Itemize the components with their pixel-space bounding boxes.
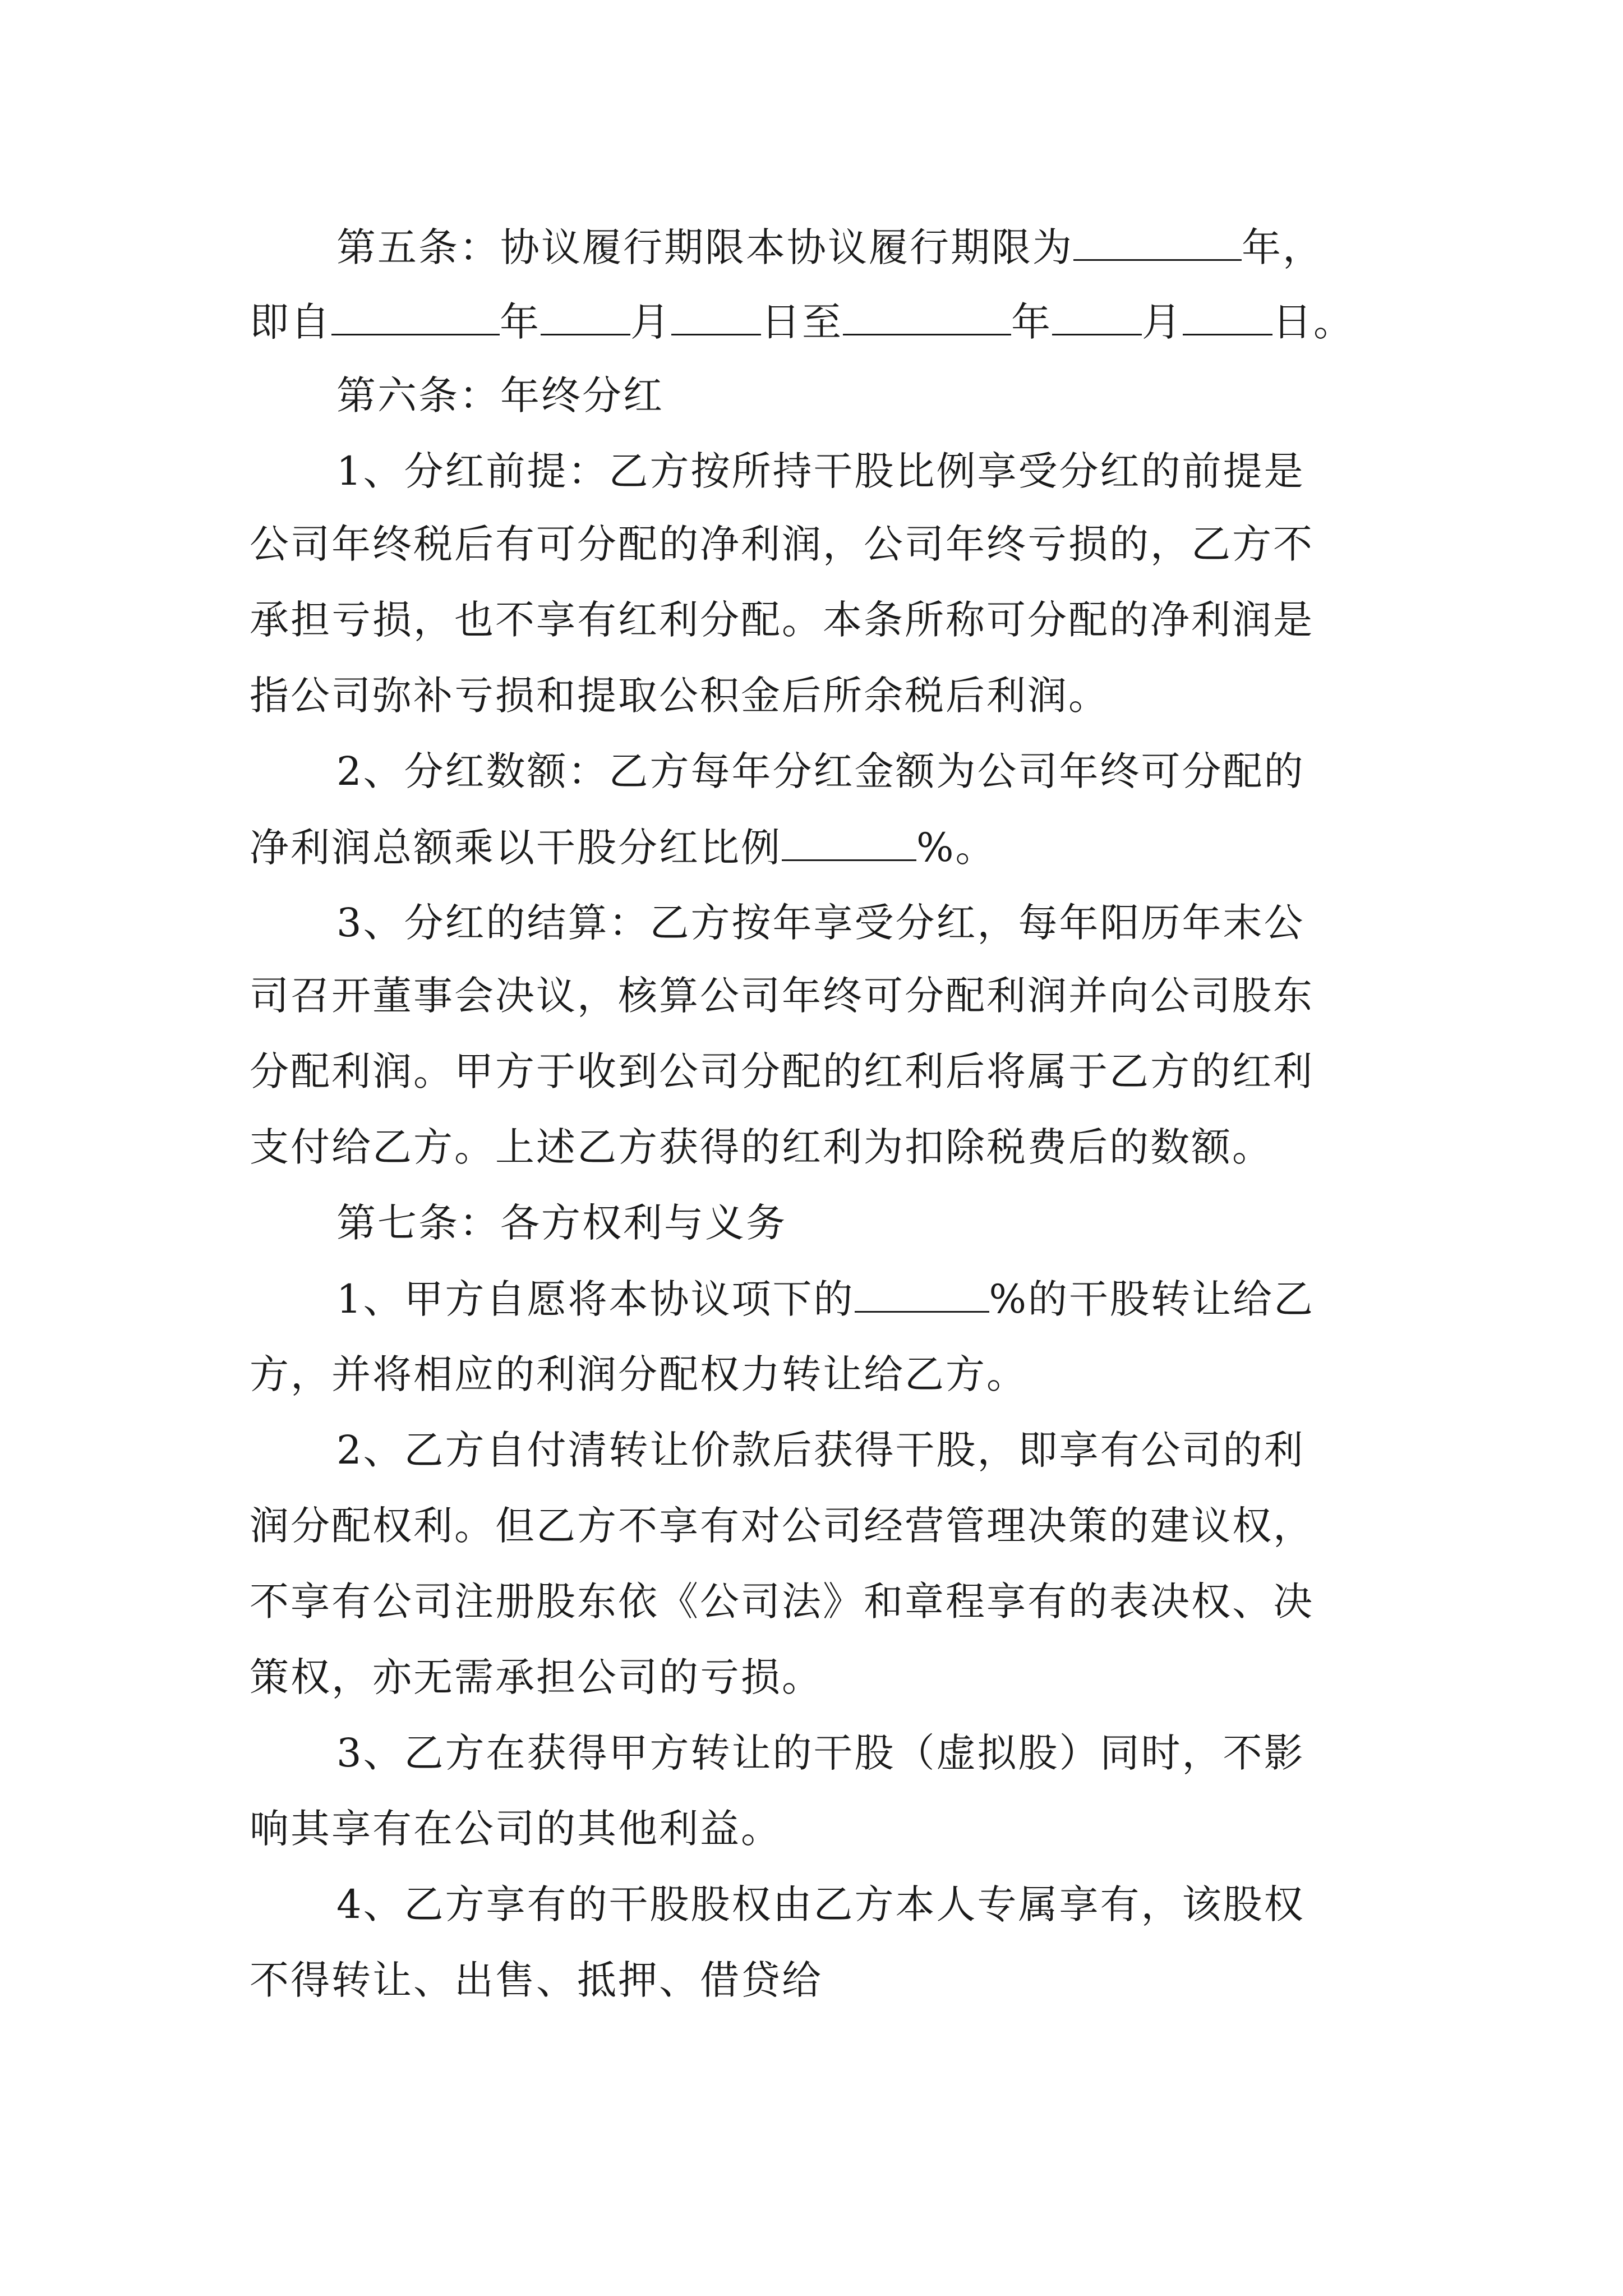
blank-field <box>843 293 1011 335</box>
text-run: 即自 <box>250 299 331 345</box>
blank-field <box>1183 293 1272 335</box>
paragraph-line: 2、分红数额：乙方每年分红金额为公司年终可分配的 <box>336 748 1305 794</box>
text-run: 年 <box>1011 299 1052 345</box>
paragraph-line: 3、乙方在获得甲方转让的干股（虚拟股）同时，不影 <box>336 1730 1305 1776</box>
clause-6-heading: 第六条：年终分红 <box>336 372 664 418</box>
blank-field <box>541 293 630 335</box>
paragraph-line: 1、分红前提：乙方按所持干股比例享受分红的前提是 <box>336 448 1305 494</box>
paragraph-line: 公司年终税后有可分配的净利润，公司年终亏损的，乙方不 <box>250 521 1314 567</box>
paragraph-line: 3、分红的结算：乙方按年享受分红，每年阳历年末公 <box>336 900 1305 946</box>
paragraph-line: 不享有公司注册股东依《公司法》和章程享有的表决权、决 <box>250 1579 1314 1625</box>
paragraph-line: 承担亏损，也不享有红利分配。本条所称可分配的净利润是 <box>250 597 1314 643</box>
text-run: 年 <box>500 299 541 345</box>
blank-field <box>1073 219 1242 261</box>
paragraph-line: 指公司弥补亏损和提取公积金后所余税后利润。 <box>250 673 1109 719</box>
paragraph-line: 策权，亦无需承担公司的亏损。 <box>250 1654 823 1700</box>
text-run: 净利润总额乘以干股分红比例 <box>250 825 782 871</box>
paragraph-line: 4、乙方享有的干股股权由乙方本人专属享有，该股权 <box>336 1881 1305 1927</box>
paragraph-line: 分配利润。甲方于收到公司分配的红利后将属于乙方的红利 <box>250 1048 1314 1094</box>
clause-5-line-2 <box>250 293 1399 349</box>
paragraph-line: 支付给乙方。上述乙方获得的红利为扣除税费后的数额。 <box>250 1124 1273 1170</box>
paragraph-line: 不得转让、出售、抵押、借贷给 <box>250 1957 823 2003</box>
blank-field <box>1052 293 1142 335</box>
blank-field <box>331 293 500 335</box>
paragraph-line <box>336 1271 1486 1327</box>
blank-field <box>782 819 916 861</box>
blank-field <box>855 1271 989 1313</box>
paragraph-line: 方，并将相应的利润分配权力转让给乙方。 <box>250 1351 1027 1397</box>
text-run: 年， <box>1242 224 1324 270</box>
paragraph-line: 2、乙方自付清转让价款后获得干股，即享有公司的利 <box>336 1427 1305 1473</box>
text-run: 月 <box>630 299 671 345</box>
text-run: 第五条：协议履行期限本协议履行期限为 <box>336 224 1073 270</box>
text-run: 月 <box>1142 299 1183 345</box>
blank-field <box>671 293 761 335</box>
text-run: 1、甲方自愿将本协议项下的 <box>336 1276 855 1322</box>
paragraph-line: 响其享有在公司的其他利益。 <box>250 1806 782 1852</box>
clause-5-line-1 <box>336 219 1486 275</box>
paragraph-line <box>250 819 1399 875</box>
text-run: 日。 <box>1272 299 1354 345</box>
clause-7-heading: 第七条：各方权利与义务 <box>336 1200 787 1246</box>
text-run: %。 <box>916 825 997 871</box>
text-run: 日至 <box>761 299 843 345</box>
paragraph-line: 润分配权利。但乙方不享有对公司经营管理决策的建议权， <box>250 1503 1314 1549</box>
paragraph-line: 司召开董事会决议，核算公司年终可分配利润并向公司股东 <box>250 973 1314 1019</box>
text-run: %的干股转让给乙 <box>989 1276 1315 1322</box>
